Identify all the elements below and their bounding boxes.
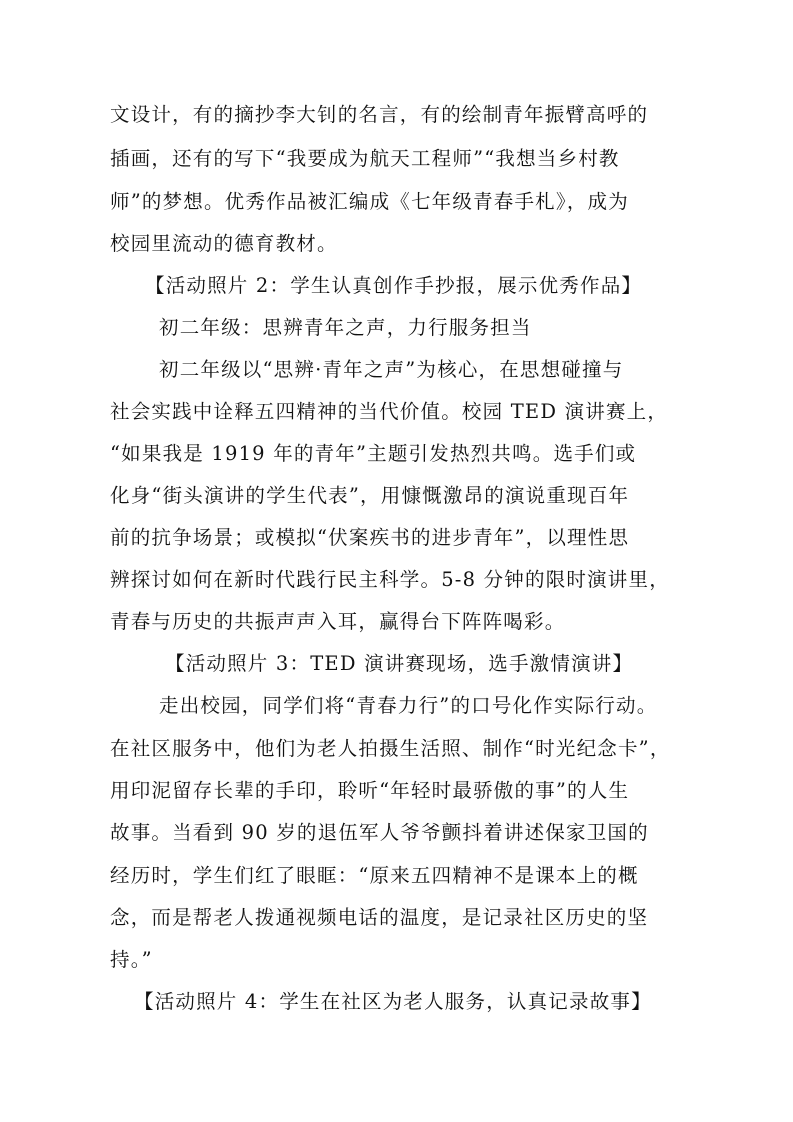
paragraph-line: 文设计，有的摘抄李大钊的名言，有的绘制青年振臂高呼的 <box>110 103 649 126</box>
paragraph-line: 念，而是帮老人拨通视频电话的温度，是记录社区历史的坚 <box>110 906 649 929</box>
paragraph-line: 用印泥留存长辈的手印，聆听“年轻时最骄傲的事”的人生 <box>110 779 630 802</box>
paragraph-line: 经历时，学生们红了眼眶：“原来五四精神不是课本上的概 <box>110 864 639 887</box>
paragraph-line: 青春与历史的共振声声入耳，赢得台下阵阵喝彩。 <box>110 610 566 633</box>
paragraph-line: 插画，还有的写下“我要成为航天工程师”“我想当乡村教 <box>110 147 620 170</box>
paragraph-line: 社会实践中诠释五四精神的当代价值。校园 TED 演讲赛上， <box>110 400 669 423</box>
paragraph-line: 前的抗争场景；或模拟“伏案疾书的进步青年”，以理性思 <box>110 526 630 549</box>
paragraph-line: 持。” <box>110 948 153 971</box>
paragraph-line: 走出校园，同学们将“青春力行”的口号化作实际行动。 <box>159 694 658 717</box>
paragraph-line: 辨探讨如何在新时代践行民主科学。5-8 分钟的限时演讲里， <box>110 568 670 591</box>
paragraph-line: 故事。当看到 90 岁的退伍军人爷爷颤抖着讲述保家卫国的 <box>110 821 649 844</box>
paragraph-line: 师”的梦想。优秀作品被汇编成《七年级青春手札》，成为 <box>110 190 629 213</box>
photo-caption: 【活动照片 3：TED 演讲赛现场，选手激情演讲】 <box>165 652 634 675</box>
paragraph-line: 初二年级以“思辨·青年之声”为核心，在思想碰撞与 <box>159 358 624 381</box>
paragraph-line: 化身“街头演讲的学生代表”，用慷慨激昂的演说重现百年 <box>110 484 630 507</box>
section-heading: 初二年级：思辨青年之声，力行服务担当 <box>159 316 532 339</box>
paragraph-line: 在社区服务中，他们为老人拍摄生活照、制作“时光纪念卡”， <box>110 737 671 760</box>
photo-caption: 【活动照片 2：学生认真创作手抄报，展示优秀作品】 <box>145 274 643 297</box>
paragraph-line: 校园里流动的德育教材。 <box>110 232 338 255</box>
paragraph-line: “如果我是 1919 年的青年”主题引发热烈共鸣。选手们或 <box>110 442 637 465</box>
photo-caption: 【活动照片 4：学生在社区为老人服务，认真记录故事】 <box>134 990 652 1013</box>
